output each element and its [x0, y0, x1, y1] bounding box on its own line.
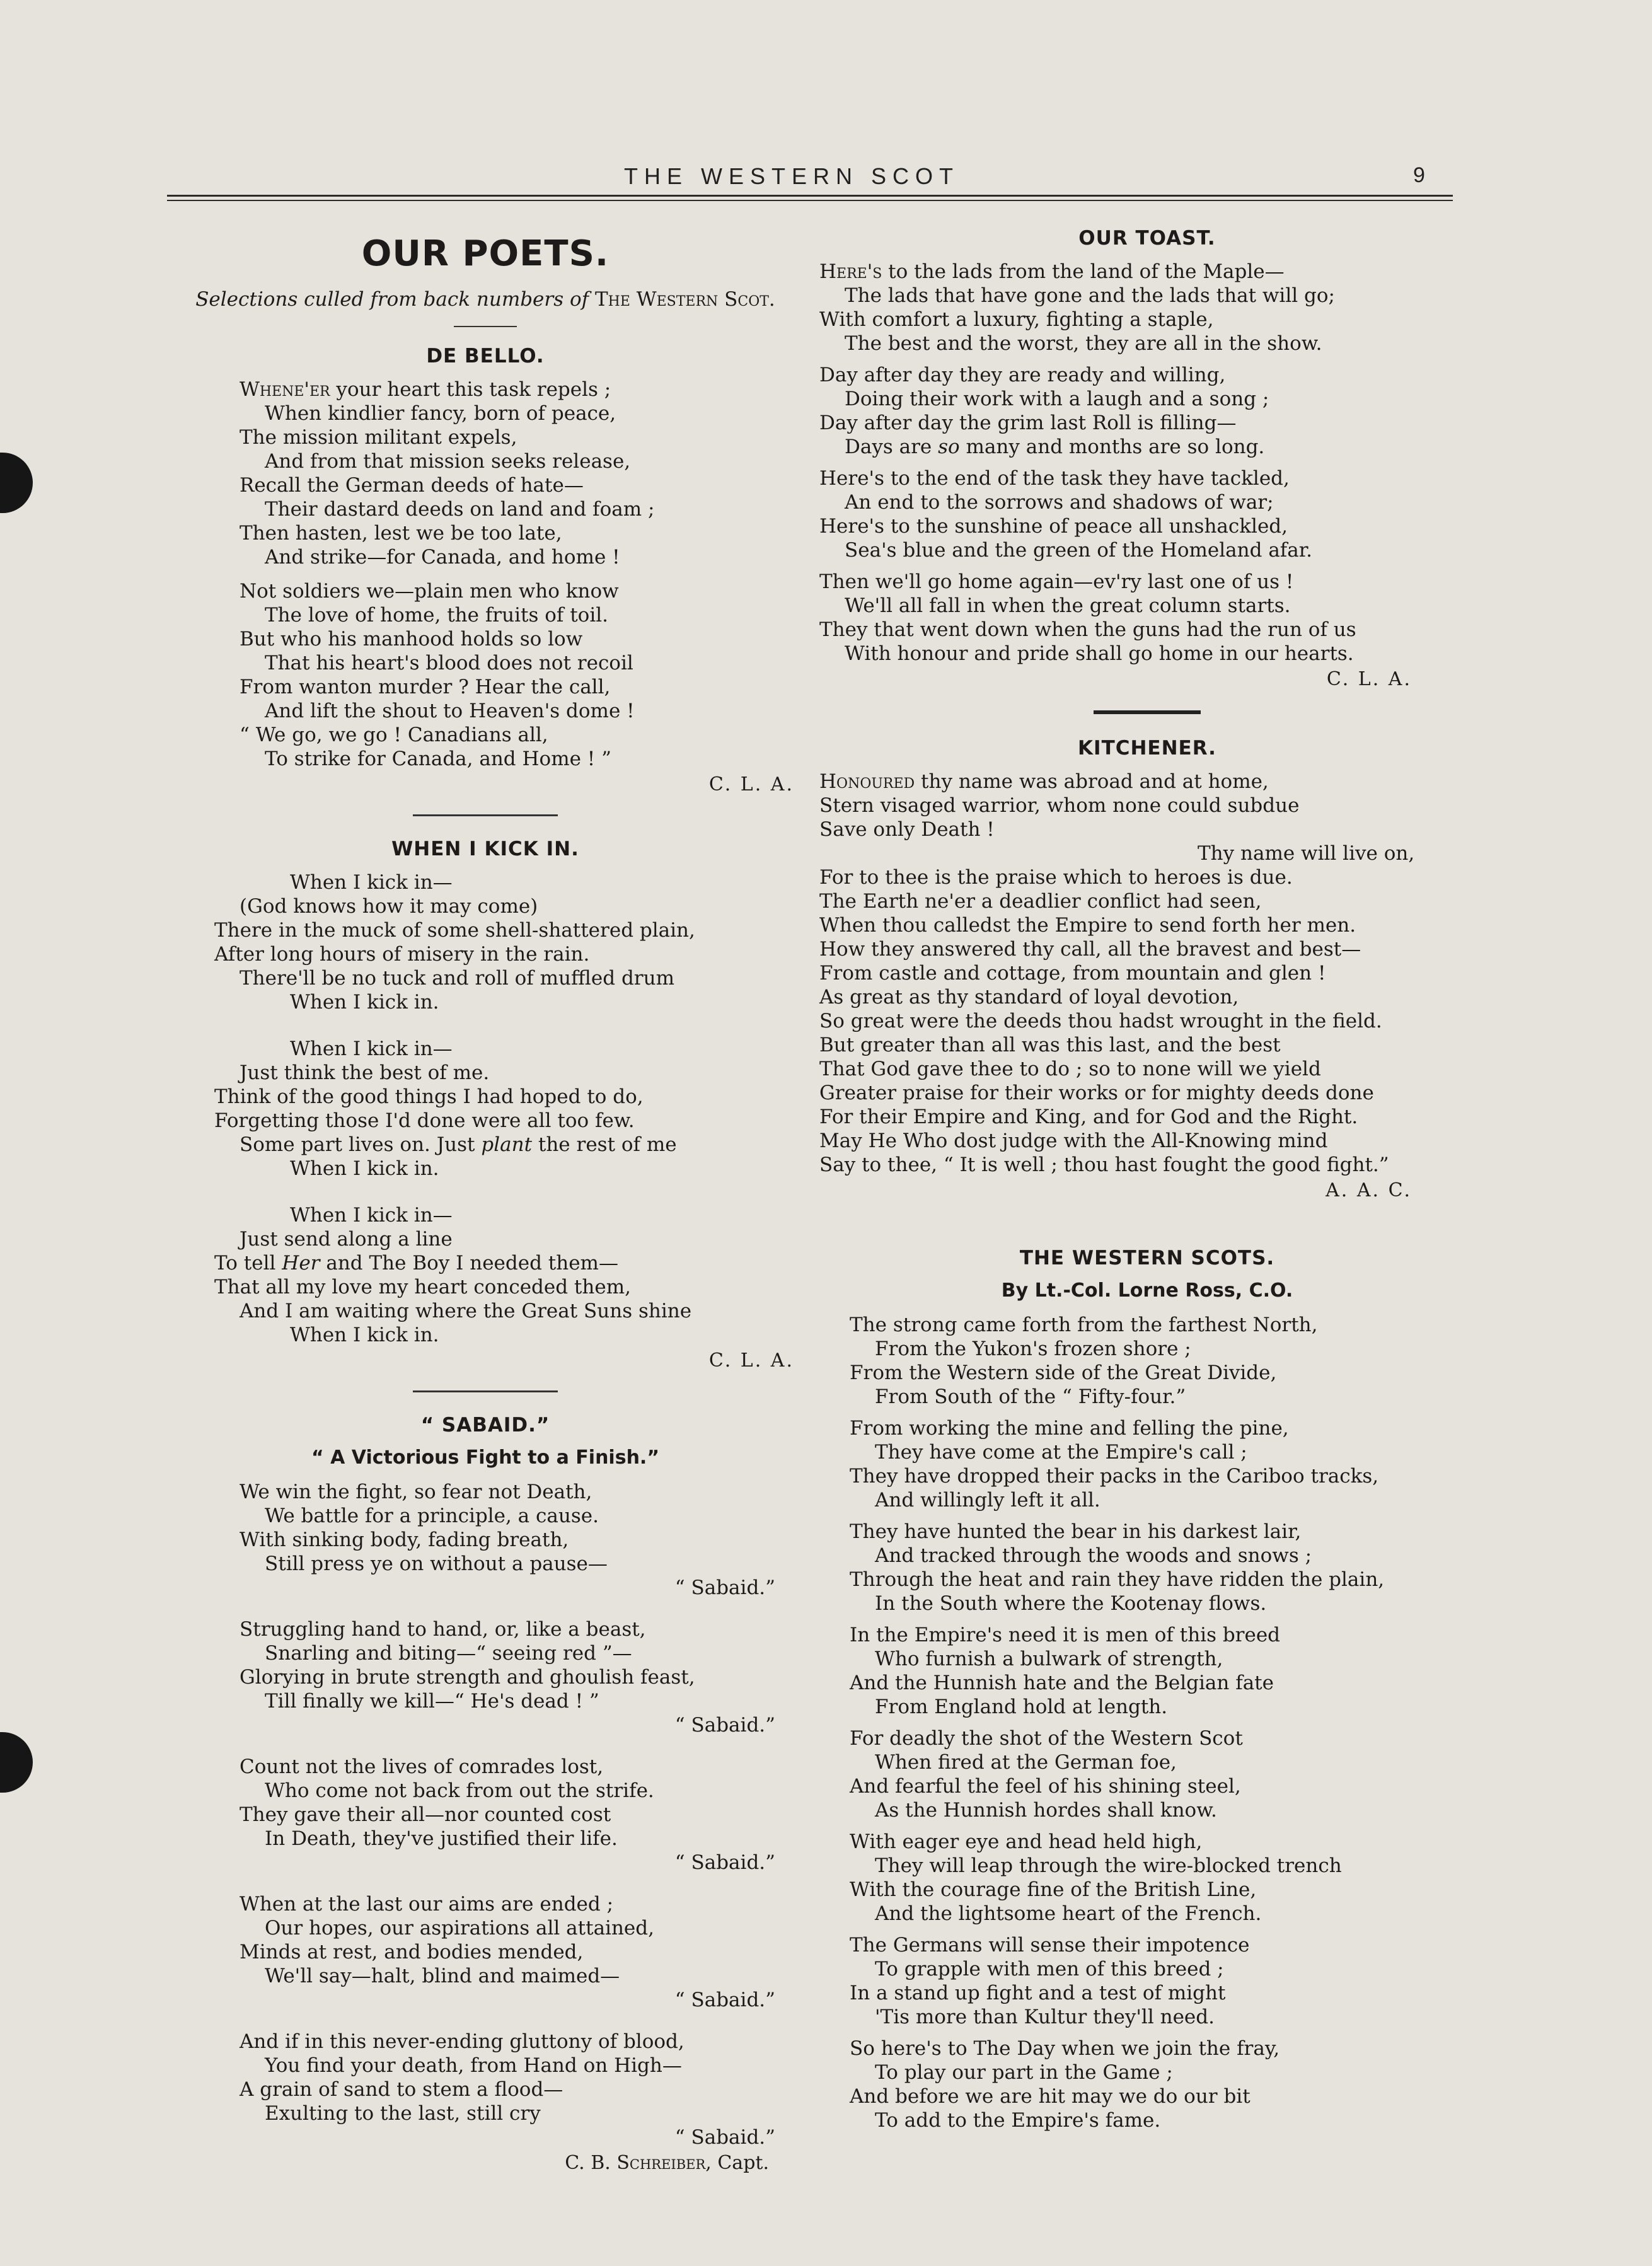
poem-line: Some part lives on. Just plant the rest of me — [240, 1133, 677, 1156]
poem-line: May He Who dost judge with the All-Knowing mind — [819, 1130, 1328, 1152]
poem-line: Through the heat and rain they have ridden the plain, — [850, 1568, 1385, 1591]
poem-line: To add to the Empire's fame. — [875, 2109, 1161, 2132]
poem-line: Save only Death ! — [819, 818, 995, 841]
poem-title: KITCHENER. — [1078, 737, 1216, 760]
poem-author: C. L. A. — [708, 773, 794, 795]
poem-line: Day after day they are ready and willing, — [819, 364, 1226, 386]
poem-line: When I kick in. — [290, 1324, 439, 1346]
right-column — [819, 227, 1475, 2132]
poem-line: With comfort a luxury, fighting a staple, — [819, 308, 1214, 331]
poem-line: And I am waiting where the Great Suns shine — [240, 1300, 692, 1322]
poem-line: The best and the worst, they are all in the show. — [845, 332, 1322, 355]
poem-line: Stern visaged warrior, whom none could subdue — [819, 794, 1300, 817]
poem-line: And from that mission seeks release, — [265, 450, 631, 473]
page-header — [0, 161, 1652, 199]
poem-line: When I kick in— — [290, 1038, 453, 1060]
poem-line: When thou calledst the Empire to send forth her men. — [819, 914, 1356, 937]
poem-line: To play our part in the Game ; — [875, 2061, 1173, 2084]
poem-line: And lift the shout to Heaven's dome ! — [265, 700, 635, 722]
poem-line: Thy name will live on, — [1198, 842, 1415, 865]
poem-line: Then hasten, lest we be too late, — [240, 522, 562, 545]
poem-line: They have come at the Empire's call ; — [875, 1441, 1247, 1464]
left-column — [170, 233, 800, 2174]
poem-title: OUR TOAST. — [1078, 227, 1216, 250]
poem-line: Forgetting those I'd done were all too few. — [214, 1109, 635, 1132]
poem-line: For to thee is the praise which to heroes is due. — [819, 866, 1293, 889]
poem-line: After long hours of misery in the rain. — [214, 943, 590, 966]
poem-line: They will leap through the wire-blocked trench — [875, 1854, 1342, 1877]
divider — [413, 814, 558, 816]
poem-line: Struggling hand to hand, or, like a beast, — [240, 1618, 646, 1641]
poem-line: Sea's blue and the green of the Homeland afar. — [845, 539, 1313, 562]
poem-line: From castle and cottage, from mountain and glen ! — [819, 962, 1326, 985]
running-title: THE WESTERN SCOT — [624, 163, 960, 189]
poem-sabaid — [170, 1414, 800, 2174]
poem-line: They have dropped their packs in the Cariboo tracks, — [850, 1465, 1379, 1488]
poem-line: In Death, they've justified their life. — [265, 1827, 618, 1850]
poem-author: C. L. A. — [1326, 668, 1412, 690]
poem-line: When fired at the German foe, — [875, 1751, 1177, 1774]
poem-line: From working the mine and felling the pine, — [850, 1417, 1289, 1440]
poem-line: With the courage fine of the British Line, — [850, 1878, 1257, 1901]
poem-line: Just think the best of me. — [240, 1061, 490, 1084]
poem-line: Glorying in brute strength and ghoulish feast, — [240, 1666, 695, 1689]
poem-line: We'll all fall in when the great column starts. — [845, 594, 1291, 617]
poem-line: “ We go, we go ! Canadians all, — [240, 724, 548, 746]
poem-line: In the South where the Kootenay flows. — [875, 1592, 1267, 1615]
poem-line: So here's to The Day when we join the fray, — [850, 2037, 1280, 2060]
poem-line: They gave their all—nor counted cost — [240, 1803, 611, 1826]
poem-line: When I kick in. — [290, 1157, 439, 1180]
poem-line: And fearful the feel of his shining steel, — [850, 1775, 1241, 1798]
poem-line: And tracked through the woods and snows ; — [875, 1544, 1312, 1567]
poem-line: And before we are hit may we do our bit — [850, 2085, 1251, 2108]
binder-hole-top — [0, 453, 33, 513]
poem-line: From the Yukon's frozen shore ; — [875, 1338, 1191, 1360]
poem-line: Doing their work with a laugh and a song ; — [845, 388, 1269, 410]
poem-line: Then we'll go home again—ev'ry last one of us ! — [819, 570, 1294, 593]
poem-refrain: “ Sabaid.” — [674, 2126, 775, 2149]
poem-subtitle: “ A Victorious Fight to a Finish.” — [311, 1447, 660, 1469]
poem-line: Think of the good things I had hoped to do, — [214, 1085, 644, 1108]
poem-line: The lads that have gone and the lads that will go; — [845, 284, 1335, 307]
poem-refrain: “ Sabaid.” — [674, 1851, 775, 1874]
poem-line: Whene'er your heart this task repels ; — [240, 378, 611, 401]
poem-line: Here's to the end of the task they have tackled, — [819, 467, 1290, 490]
poem-title: THE WESTERN SCOTS. — [1019, 1247, 1275, 1269]
poem-line: And strike—for Canada, and home ! — [265, 546, 620, 569]
poem-line: Our hopes, our aspirations all attained, — [265, 1917, 654, 1939]
poem-body — [819, 770, 1475, 1177]
poem-line: From England hold at length. — [875, 1696, 1168, 1718]
poem-line: The love of home, the fruits of toil. — [265, 604, 609, 627]
poem-title: DE BELLO. — [426, 345, 545, 367]
poem-line: That God gave thee to do ; so to none will we yield — [819, 1058, 1321, 1080]
poem-line: We battle for a principle, a cause. — [265, 1505, 599, 1527]
poem-line: From wanton murder ? Hear the call, — [240, 676, 611, 698]
poem-line: Exulting to the last, still cry — [265, 2102, 541, 2125]
poem-refrain: “ Sabaid.” — [674, 1989, 775, 2011]
poem-line: Here's to the sunshine of peace all unshackled, — [819, 515, 1288, 538]
poem-line: Who furnish a bulwark of strength, — [875, 1648, 1223, 1670]
poem-body — [819, 260, 1475, 666]
poem-line: Recall the German deeds of hate— — [240, 474, 584, 497]
poem-our-toast — [819, 227, 1475, 690]
poem-when-i-kick-in — [170, 838, 800, 1372]
poem-author: A. A. C. — [1326, 1179, 1412, 1201]
poem-line: Greater praise for their works or for mighty deeds done — [819, 1082, 1374, 1104]
poem-line: There in the muck of some shell-shattered plain, — [214, 919, 695, 942]
page-number: 9 — [1413, 163, 1425, 187]
poem-line: Honoured thy name was abroad and at home, — [819, 770, 1269, 793]
poem-line: As great as thy standard of loyal devotion, — [819, 986, 1239, 1009]
poem-line: Still press ye on without a pause— — [265, 1552, 608, 1575]
poem-body — [170, 1480, 800, 2149]
divider — [454, 326, 517, 327]
poem-author: C. L. A. — [708, 1350, 794, 1372]
header-rule-thin — [167, 200, 1453, 201]
poem-line: That his heart's blood does not recoil — [265, 652, 633, 674]
poem-line: And the Hunnish hate and the Belgian fate — [850, 1672, 1274, 1694]
poem-line: Not soldiers we—plain men who know — [240, 580, 619, 603]
poem-line: When at the last our aims are ended ; — [240, 1893, 614, 1916]
poem-line: From South of the “ Fifty-four.” — [875, 1385, 1186, 1408]
poem-line: Day after day the grim last Roll is filling— — [819, 412, 1237, 434]
poem-line: For their Empire and King, and for God and the Right. — [819, 1106, 1358, 1128]
poem-line: Minds at rest, and bodies mended, — [240, 1941, 584, 1963]
poem-body — [170, 870, 800, 1347]
poem-line: When I kick in— — [290, 871, 453, 894]
publication-name: The Western Scot. — [594, 288, 775, 311]
poem-line: A grain of sand to stem a flood— — [240, 2078, 563, 2101]
poem-line: Who come not back from out the strife. — [265, 1779, 654, 1802]
poem-body — [819, 1313, 1475, 2132]
poem-line: Here's to the lads from the land of the Maple— — [819, 260, 1285, 283]
poem-line: To tell Her and The Boy I needed them— — [214, 1252, 618, 1275]
section-subtitle: Selections culled from back numbers of The Western Scot. — [195, 288, 775, 311]
poem-line: With sinking body, fading breath, — [240, 1529, 569, 1551]
poem-line: When I kick in. — [290, 991, 439, 1014]
poem-line: An end to the sorrows and shadows of war; — [845, 491, 1274, 514]
poem-author: C. B. Schreiber, Capt. — [565, 2152, 769, 2174]
poem-line: And if in this never-ending gluttony of blood, — [240, 2030, 684, 2053]
poem-line: The mission militant expels, — [240, 426, 517, 449]
divider — [1094, 710, 1201, 714]
divider — [413, 1390, 558, 1392]
poem-line: Snarling and biting—“ seeing red ”— — [265, 1642, 632, 1665]
poem-line: 'Tis more than Kultur they'll need. — [875, 2006, 1215, 2028]
poem-line: But greater than all was this last, and the best — [819, 1034, 1281, 1056]
poem-line: From the Western side of the Great Divide, — [850, 1361, 1277, 1384]
poem-kitchener — [819, 737, 1475, 1201]
poem-line: That all my love my heart conceded them, — [214, 1276, 631, 1298]
poem-line: To strike for Canada, and Home ! ” — [265, 748, 611, 770]
poem-line: You find your death, from Hand on High— — [265, 2054, 682, 2077]
binder-hole-bottom — [0, 1732, 33, 1793]
poem-line: And willingly left it all. — [875, 1489, 1100, 1512]
poem-line: To grapple with men of this breed ; — [875, 1958, 1224, 1980]
poem-line: Just send along a line — [240, 1228, 453, 1251]
poem-refrain: “ Sabaid.” — [674, 1576, 775, 1599]
poem-line: Count not the lives of comrades lost, — [240, 1755, 604, 1778]
header-rule — [167, 195, 1453, 197]
poem-line: With eager eye and head held high, — [850, 1830, 1203, 1853]
poem-title: WHEN I KICK IN. — [391, 838, 579, 860]
section-title: OUR POETS. — [361, 233, 609, 274]
poem-line: (God knows how it may come) — [240, 895, 538, 918]
poem-title: “ SABAID.” — [420, 1414, 550, 1436]
poem-line: As the Hunnish hordes shall know. — [875, 1799, 1217, 1822]
poem-line: They that went down when the guns had the run of us — [819, 618, 1356, 641]
poem-refrain: “ Sabaid.” — [674, 1714, 775, 1737]
poem-line: Days are so many and months are so long. — [845, 436, 1265, 458]
poem-line: We win the fight, so fear not Death, — [240, 1481, 592, 1503]
poem-line: How they answered thy call, all the bravest and best— — [819, 938, 1361, 961]
poem-line: But who his manhood holds so low — [240, 628, 583, 650]
poem-line: When I kick in— — [290, 1204, 453, 1227]
poem-line: In the Empire's need it is men of this breed — [850, 1624, 1281, 1646]
poem-de-bello — [170, 345, 800, 795]
poem-line: The Germans will sense their impotence — [850, 1934, 1250, 1957]
poem-byline: By Lt.-Col. Lorne Ross, C.O. — [1001, 1280, 1293, 1302]
poem-line: The strong came forth from the farthest North, — [850, 1314, 1318, 1336]
poem-body — [170, 378, 800, 771]
poem-line: Say to thee, “ It is well ; thou hast fought the good fight.” — [819, 1153, 1389, 1176]
poem-line: They have hunted the bear in his darkest lair, — [850, 1520, 1302, 1543]
poem-line: Their dastard deeds on land and foam ; — [265, 498, 655, 521]
poem-line: Till finally we kill—“ He's dead ! ” — [265, 1690, 599, 1713]
poem-line: In a stand up fight and a test of might — [850, 1982, 1226, 2004]
poem-line: For deadly the shot of the Western Scot — [850, 1727, 1243, 1750]
poem-line: We'll say—halt, blind and maimed— — [265, 1965, 620, 1987]
poem-line: The Earth ne'er a deadlier conflict had seen, — [819, 890, 1262, 913]
poem-the-western-scots — [819, 1247, 1475, 2132]
poem-line: When kindlier fancy, born of peace, — [265, 402, 616, 425]
poem-line: There'll be no tuck and roll of muffled drum — [240, 967, 674, 990]
poem-line: With honour and pride shall go home in our hearts. — [845, 642, 1354, 665]
poem-line: So great were the deeds thou hadst wrought in the field. — [819, 1010, 1382, 1032]
poem-line: And the lightsome heart of the French. — [875, 1902, 1262, 1925]
